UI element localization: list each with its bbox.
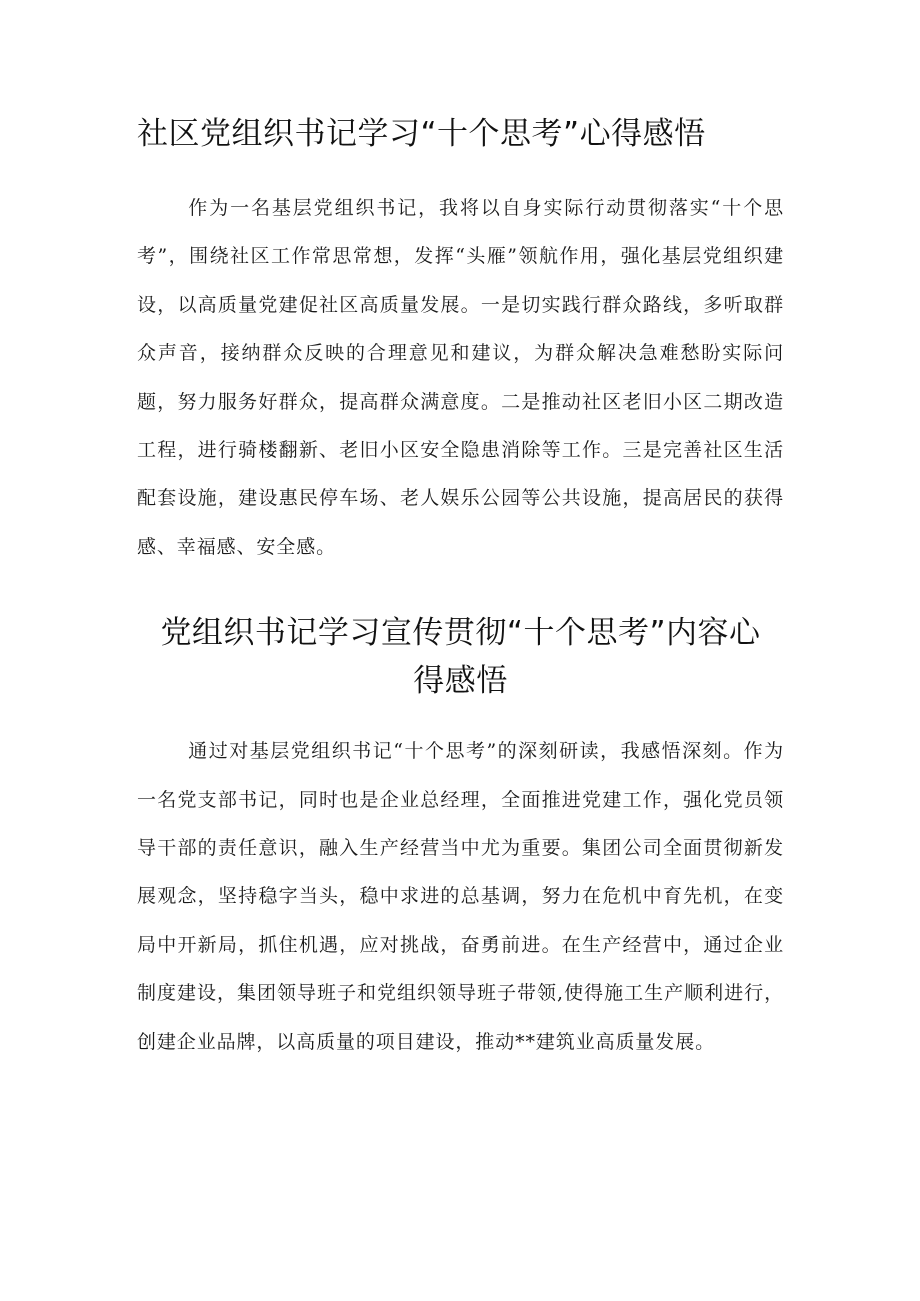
section-party-secretary-publicity (137, 609, 784, 1066)
section-2-title-line-2: 得感悟 (413, 663, 508, 700)
section-community-secretary (137, 112, 784, 571)
section-2-title (137, 609, 784, 705)
section-2-title-line-1: 党组织书记学习宣传贯彻“十个思考”内容心 (160, 615, 761, 652)
section-1-paragraph: 作为一名基层党组织书记，我将以自身实际行动贯彻落实“十个思考”，围绕社区工作常思常想，发挥“头雁”领航作用，强化基层党组织建设，以高质量党建促社区高质量发展。一是切实践行群众路线，多听取群众声音，接纳群众反映的合理意见和建议，为群众解决急难愁盼实际问题，努力服务好群众，提高群众满意度。二是推动社区老旧小区二期改造工程，进行骑楼翻新、老旧小区安全隐患消除等工作。三是完善社区生活配套设施，建设惠民停车场、老人娱乐公园等公共设施，提高居民的获得感、幸福感、安全感。 (137, 197, 784, 558)
section-2-paragraph: 通过对基层党组织书记“十个思考”的深刻研读，我感悟深刻。作为一名党支部书记，同时也是企业总经理，全面推进党建工作，强化党员领导干部的责任意识，融入生产经营当中尤为重要。集团公司全面贯彻新发展观念，坚持稳字当头，稳中求进的总基调，努力在危机中育先机，在变局中开新局，抓住机遇，应对挑战，奋勇前进。在生产经营中，通过企业制度建设，集团领导班子和党组织领导班子带领,使得施工生产顺利进行，创建企业品牌，以高质量的项目建设，推动**建筑业高质量发展。 (137, 740, 784, 1053)
section-1-title: 社区党组织书记学习“十个思考”心得感悟 (137, 116, 706, 152)
